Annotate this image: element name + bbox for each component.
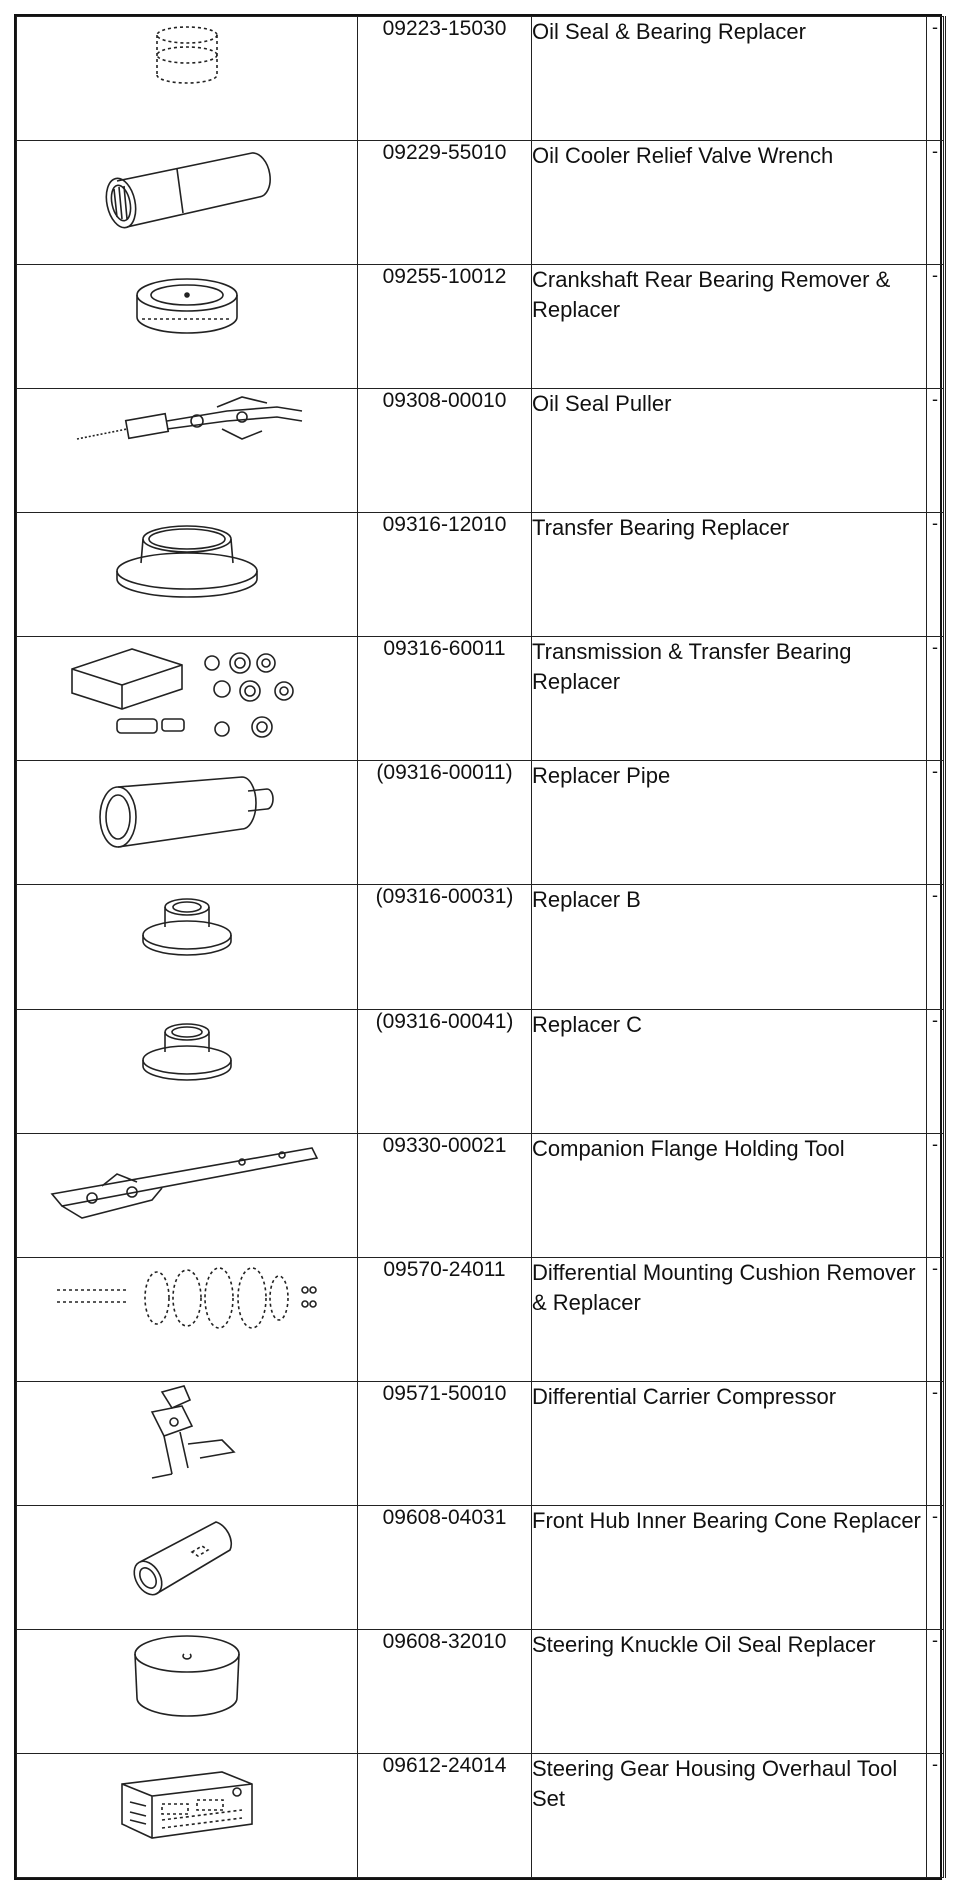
tool-name: Differential Carrier Compressor (532, 1381, 927, 1505)
differential-mounting-cushion-remover-drawing (47, 1258, 327, 1338)
tool-image-cell (17, 141, 358, 265)
crankshaft-rear-bearing-remover-drawing (112, 265, 262, 345)
part-number: (09316-00041) (358, 1009, 532, 1133)
tool-image-cell (17, 1133, 358, 1257)
tool-name: Companion Flange Holding Tool (532, 1133, 927, 1257)
tool-image-cell (17, 1629, 358, 1753)
tool-name: Oil Cooler Relief Valve Wrench (532, 141, 927, 265)
part-number: 09571-50010 (358, 1381, 532, 1505)
part-number: 09612-24014 (358, 1753, 532, 1877)
oil-seal-bearing-replacer-drawing (132, 17, 242, 97)
table-row (17, 513, 945, 637)
oil-seal-puller-drawing (67, 389, 307, 459)
part-number: 09316-60011 (358, 637, 532, 761)
tool-name: Oil Seal & Bearing Replacer (532, 17, 927, 141)
tool-image-cell (17, 265, 358, 389)
tool-image-cell (17, 389, 358, 513)
transmission-transfer-bearing-replacer-drawing (62, 637, 312, 747)
table-row (17, 141, 945, 265)
table-row (17, 1381, 945, 1505)
part-number: 09255-10012 (358, 265, 532, 389)
steering-knuckle-oil-seal-replacer-drawing (122, 1630, 252, 1725)
tool-image-cell (17, 1753, 358, 1877)
part-number: (09316-00011) (358, 761, 532, 885)
table-row (17, 1257, 945, 1381)
replacer-c-drawing (132, 1010, 242, 1090)
companion-flange-holding-tool-drawing (42, 1134, 332, 1224)
note-cell: - (927, 885, 945, 1009)
note-cell: - (927, 1505, 945, 1629)
transfer-bearing-replacer-drawing (107, 513, 267, 603)
note-cell: - (927, 141, 945, 265)
note-cell: - (927, 1629, 945, 1753)
table-row (17, 1629, 945, 1753)
front-hub-inner-bearing-cone-replacer-drawing (122, 1506, 252, 1606)
table-row (17, 1753, 945, 1877)
tool-name: Steering Gear Housing Overhaul Tool Set (532, 1753, 927, 1877)
table-row (17, 265, 945, 389)
tool-name: Crankshaft Rear Bearing Remover & Replacer (532, 265, 927, 389)
tool-name: Differential Mounting Cushion Remover & Replacer (532, 1257, 927, 1381)
note-cell: - (927, 265, 945, 389)
tools-table (16, 16, 946, 1878)
table-row (17, 389, 945, 513)
part-number: 09330-00021 (358, 1133, 532, 1257)
tool-image-cell (17, 1505, 358, 1629)
table-row (17, 1009, 945, 1133)
table-row (17, 637, 945, 761)
table-row (17, 1505, 945, 1629)
differential-carrier-compressor-drawing (112, 1382, 262, 1492)
tool-name: Steering Knuckle Oil Seal Replacer (532, 1629, 927, 1753)
part-number: 09570-24011 (358, 1257, 532, 1381)
tool-image-cell (17, 17, 358, 141)
note-cell: - (927, 17, 945, 141)
tool-image-cell (17, 1257, 358, 1381)
note-cell: - (927, 1009, 945, 1133)
tool-image-cell (17, 513, 358, 637)
part-number: 09316-12010 (358, 513, 532, 637)
part-number: 09229-55010 (358, 141, 532, 265)
steering-gear-housing-overhaul-tool-set-drawing (102, 1754, 272, 1854)
part-number: 09608-32010 (358, 1629, 532, 1753)
oil-cooler-relief-valve-wrench-drawing (87, 141, 287, 241)
part-number: 09308-00010 (358, 389, 532, 513)
table-row (17, 761, 945, 885)
tool-image-cell (17, 1009, 358, 1133)
tool-name: Replacer Pipe (532, 761, 927, 885)
note-cell: - (927, 761, 945, 885)
note-cell: - (927, 1753, 945, 1877)
tool-name: Replacer B (532, 885, 927, 1009)
part-number: 09223-15030 (358, 17, 532, 141)
tool-image-cell (17, 637, 358, 761)
tool-image-cell (17, 761, 358, 885)
replacer-b-drawing (132, 885, 242, 965)
tool-name: Transmission & Transfer Bearing Replacer (532, 637, 927, 761)
table-row (17, 885, 945, 1009)
tool-name: Replacer C (532, 1009, 927, 1133)
table-row (17, 1133, 945, 1257)
replacer-pipe-drawing (82, 761, 292, 856)
tool-name: Front Hub Inner Bearing Cone Replacer (532, 1505, 927, 1629)
part-number: (09316-00031) (358, 885, 532, 1009)
note-cell: - (927, 389, 945, 513)
tool-name: Oil Seal Puller (532, 389, 927, 513)
note-cell: - (927, 1381, 945, 1505)
special-service-tools-table (14, 14, 942, 1880)
tool-image-cell (17, 885, 358, 1009)
table-row (17, 17, 945, 141)
tool-image-cell (17, 1381, 358, 1505)
part-number: 09608-04031 (358, 1505, 532, 1629)
tool-name: Transfer Bearing Replacer (532, 513, 927, 637)
note-cell: - (927, 1257, 945, 1381)
note-cell: - (927, 1133, 945, 1257)
note-cell: - (927, 637, 945, 761)
note-cell: - (927, 513, 945, 637)
